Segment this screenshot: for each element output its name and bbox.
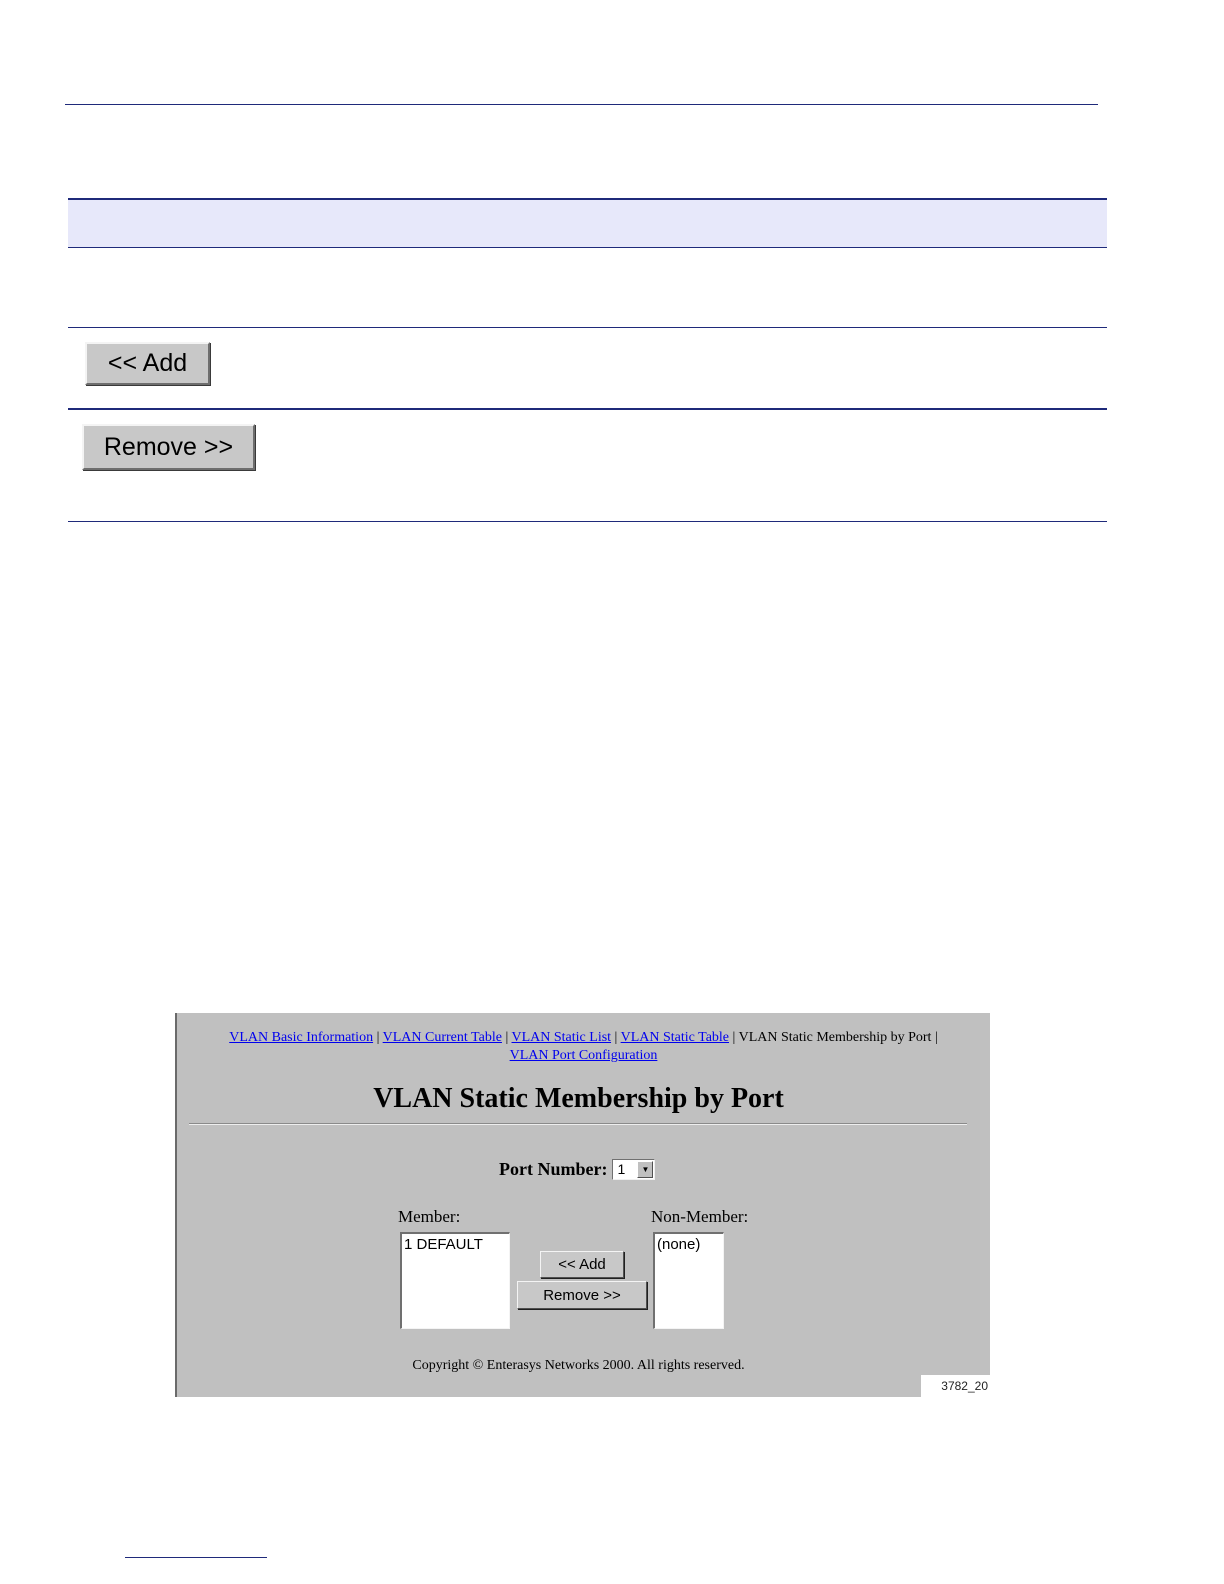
figure-id-label: 3782_20: [921, 1375, 990, 1397]
port-number-select[interactable]: [612, 1159, 655, 1180]
nav-separator: |: [376, 1030, 380, 1045]
dropdown-arrow-icon[interactable]: ▼: [637, 1161, 653, 1178]
non-member-list-item[interactable]: (none): [657, 1236, 701, 1253]
nav-link-current-table[interactable]: VLAN Current Table: [382, 1030, 502, 1045]
nav-current-page: VLAN Static Membership by Port: [738, 1030, 932, 1045]
non-member-label: Non-Member:: [651, 1207, 749, 1226]
nav-bar: [177, 1029, 990, 1065]
nav-link-port-configuration[interactable]: VLAN Port Configuration: [509, 1048, 658, 1063]
table-row-divider: [68, 408, 1107, 410]
nav-separator: |: [614, 1030, 618, 1045]
vlan-membership-screenshot: [175, 1013, 990, 1397]
add-button[interactable]: << Add: [540, 1251, 624, 1278]
port-number-value: 1: [617, 1161, 626, 1177]
port-number-row: [499, 1159, 655, 1180]
nav-link-static-table[interactable]: VLAN Static Table: [620, 1030, 730, 1045]
nav-link-static-list[interactable]: VLAN Static List: [511, 1030, 612, 1045]
table-bottom-rule: [68, 521, 1107, 522]
table-header-row: [68, 198, 1107, 248]
member-label: Member:: [398, 1207, 461, 1226]
remove-button[interactable]: Remove >>: [517, 1281, 647, 1309]
nav-link-basic-information[interactable]: VLAN Basic Information: [229, 1030, 374, 1045]
nav-separator: |: [934, 1030, 938, 1045]
member-listbox[interactable]: [400, 1232, 510, 1329]
copyright-text: Copyright © Enterasys Networks 2000. All rights reserved.: [412, 1358, 745, 1373]
port-number-label: Port Number:: [499, 1159, 608, 1179]
title-divider: [189, 1123, 967, 1125]
header-rule: [65, 104, 1098, 105]
add-button-image[interactable]: << Add: [85, 342, 210, 385]
table-row-divider: [68, 327, 1107, 328]
page-title: VLAN Static Membership by Port: [373, 1083, 784, 1114]
footer-rule: [125, 1557, 267, 1558]
remove-button-image[interactable]: Remove >>: [82, 424, 255, 470]
non-member-listbox[interactable]: [653, 1232, 724, 1329]
member-list-item[interactable]: 1 DEFAULT: [404, 1236, 483, 1253]
nav-separator: |: [732, 1030, 736, 1045]
nav-separator: |: [505, 1030, 509, 1045]
